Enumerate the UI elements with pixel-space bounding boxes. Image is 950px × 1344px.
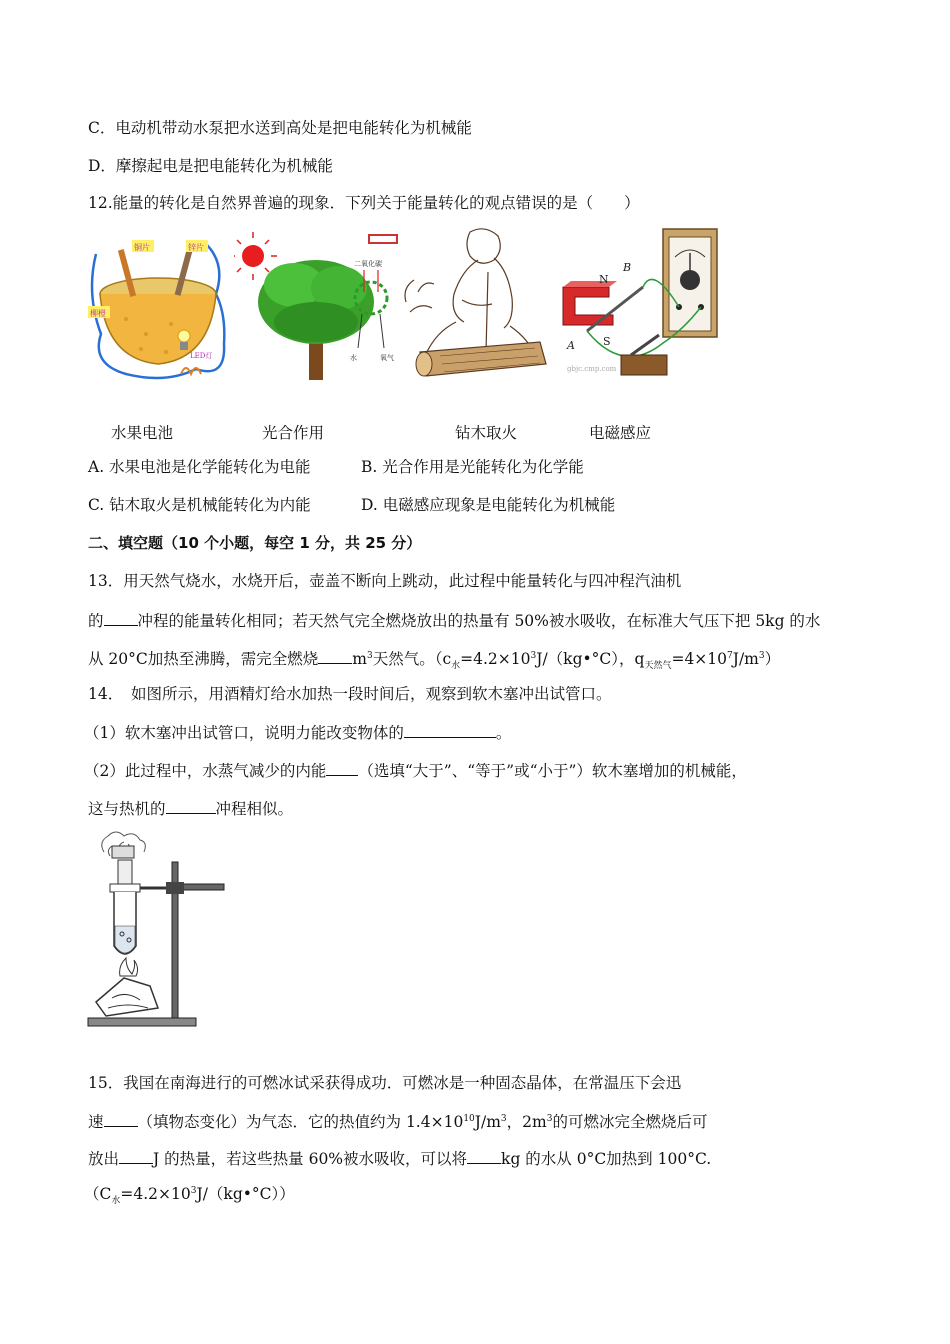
q15-line-2: [88, 1110, 707, 1132]
q15-line-1: 15．我国在南海进行的可燃冰试采获得成功．可燃冰是一种固态晶体，在常温压下会迅: [88, 1074, 682, 1092]
q14-blank-compare: [326, 759, 358, 776]
caption-electromagnetic-induction: 电磁感应: [589, 424, 652, 442]
q14-text: 冲程相似。: [215, 800, 294, 818]
q12-option-b: B. 光合作用是光能转化为化学能: [361, 458, 584, 476]
watermark-text: gbjc.cmp.com: [567, 365, 617, 373]
electromagnetic-induction-figure: [553, 225, 723, 385]
q13-text: =4.2×10: [460, 650, 531, 668]
q15-blank-heat: [119, 1147, 153, 1164]
q13-blank-stroke: [104, 609, 138, 626]
q15-text: kg 的水从 0°C加热到 100°C.: [501, 1150, 712, 1168]
fruit-battery-figure: [86, 234, 231, 384]
q15-sup: 3: [190, 1185, 197, 1196]
q12-option-c: C. 钻木取火是机械能转化为内能: [88, 496, 311, 514]
north-pole-label: N: [599, 273, 609, 286]
q12-option-a: A. 水果电池是化学能转化为电能: [88, 458, 311, 476]
q15-text: J/（kg•°C））: [196, 1185, 295, 1203]
q15-text: ，2m: [506, 1113, 547, 1131]
q15-text: 放出: [88, 1150, 120, 1168]
co2-label: 二氧化碳: [354, 260, 382, 268]
q14-text: 。: [495, 724, 512, 742]
q13-text: 从 20°C加热至沸腾，需完全燃烧: [88, 650, 319, 668]
q13-text: =4×10: [671, 650, 728, 668]
q12-stem: 12.能量的转化是自然界普遍的现象．下列关于能量转化的观点错误的是（ ）: [88, 194, 640, 212]
q13-text: 天然气。（c: [372, 650, 452, 668]
q14-text: （选填“大于”、“等于”或“小于”）软木塞增加的机械能，: [358, 762, 747, 780]
q14-text: （1）软木塞冲出试管口，说明力能改变物体的: [84, 724, 404, 742]
q15-text: J 的热量，若这些热量 60%被水吸收，可以将: [153, 1150, 468, 1168]
q13-text: J/（kg•°C），q: [536, 650, 645, 668]
q15-sup: 3: [546, 1113, 553, 1124]
zinc-label: 锌片: [188, 243, 204, 252]
q13-sup: 3: [366, 650, 373, 661]
q11-option-c: C．电动机带动水泵把水送到高处是把电能转化为机械能: [88, 119, 472, 137]
caption-drilling-wood: 钻木取火: [455, 424, 518, 442]
q13-blank-volume: [318, 647, 352, 664]
q13-text: J/m: [732, 650, 759, 668]
q15-text: （填物态变化）为气态．它的热值约为 1.4×10: [137, 1113, 464, 1131]
q13-sup: 7: [727, 650, 733, 661]
point-b-label: B: [623, 261, 632, 274]
q13-line-1: 13．用天然气烧水，水烧开后，壶盖不断向上跳动，此过程中能量转化与四冲程汽油机: [88, 572, 682, 590]
q15-text: 的可燃冰完全燃烧后可: [552, 1113, 708, 1131]
q13-sub: 水: [451, 661, 461, 672]
q15-sub: 水: [111, 1196, 121, 1207]
q14-stem: 14． 如图所示，用酒精灯给水加热一段时间后，观察到软木塞冲出试管口。: [88, 685, 612, 703]
section-heading: 二、填空题（10 个小题，每空 1 分，共 25 分）: [88, 534, 422, 552]
q15-line-3: [88, 1147, 711, 1169]
orange-label: 柳橙: [90, 309, 106, 318]
water-label: 水: [350, 354, 357, 362]
q13-text: 冲程的能量转化相同；若天然气完全燃烧放出的热量有 50%被水吸收，在标准大气压下把 5kg 的水: [137, 612, 821, 630]
q13-sup: 3: [758, 650, 765, 661]
q13-text: ）: [764, 650, 781, 668]
q15-text: J/m: [474, 1113, 501, 1131]
south-pole-label: S: [603, 335, 611, 348]
caption-photosynthesis: 光合作用: [262, 424, 325, 442]
q15-blank-mass: [467, 1147, 501, 1164]
q15-blank-state-change: [104, 1110, 138, 1127]
q15-sup: 3: [500, 1113, 507, 1124]
q15-text: （C: [84, 1185, 112, 1203]
photosynthesis-figure: [234, 230, 400, 382]
q15-sup: 10: [463, 1113, 475, 1124]
q14-text: 这与热机的: [88, 800, 166, 818]
test-tube-heating-figure: [84, 826, 229, 1030]
drilling-wood-figure: [400, 222, 552, 384]
led-label: LED灯: [190, 352, 213, 360]
q15-line-4: [84, 1184, 295, 1207]
q14-blank-state: [404, 721, 496, 738]
q12-option-d: D. 电磁感应现象是电能转化为机械能: [361, 496, 616, 514]
q13-text: 的: [88, 612, 104, 630]
q13-sup: 3: [530, 650, 537, 661]
q11-option-d: D．摩擦起电是把电能转化为机械能: [88, 157, 333, 175]
q13-line-2: [88, 609, 820, 631]
copper-label: 铜片: [134, 243, 150, 252]
q14-part-1: [84, 721, 511, 743]
q13-line-3: [88, 647, 781, 672]
q14-part-3: [88, 797, 293, 819]
q13-sub: 天然气: [644, 661, 672, 672]
caption-fruit-battery: 水果电池: [111, 424, 174, 442]
q14-part-2: [84, 759, 747, 781]
q14-blank-stroke: [166, 797, 216, 814]
point-a-label: A: [567, 339, 575, 352]
q14-text: （2）此过程中，水蒸气减少的内能: [84, 762, 327, 780]
q15-text: 速: [88, 1113, 104, 1131]
q13-text: m: [352, 650, 367, 668]
q15-text: =4.2×10: [120, 1185, 191, 1203]
oxygen-label: 氧气: [380, 354, 394, 362]
